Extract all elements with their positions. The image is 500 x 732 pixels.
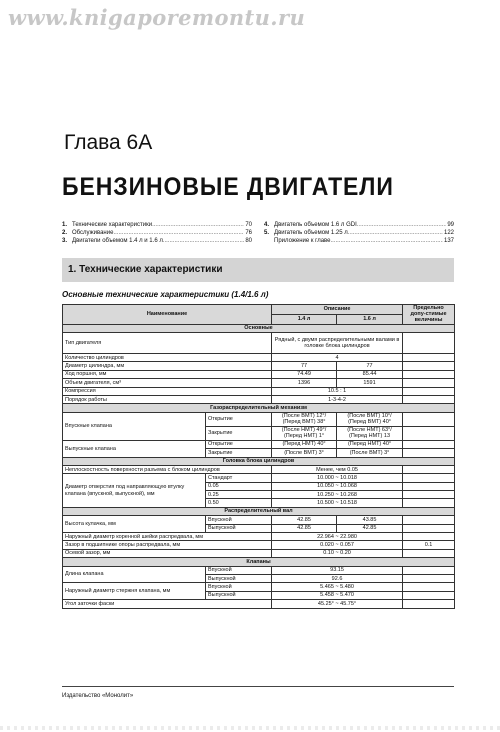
row-value: Рядный, с двумя распределительными валами в головке блока цилиндров	[272, 333, 403, 354]
toc-page: 70	[245, 222, 252, 228]
row-limit	[403, 524, 455, 532]
watermark: www.knigaporemontu.ru	[8, 5, 306, 30]
table-row	[63, 583, 455, 591]
row-limit	[403, 491, 455, 499]
row-sublabel: Стандарт	[206, 474, 272, 482]
row-value-1-4: (Перед НМТ) 40°	[272, 440, 337, 448]
row-label: Угол заточки фаски	[63, 600, 272, 608]
row-limit	[403, 379, 455, 387]
row-limit	[403, 600, 455, 608]
row-sublabel: Открытие	[206, 412, 272, 426]
row-limit	[403, 516, 455, 524]
row-limit	[403, 499, 455, 507]
table-row	[63, 379, 455, 387]
row-value: 93.15	[272, 566, 403, 574]
toc-text: Обслуживание	[72, 230, 114, 236]
row-value-1-6: (После НМТ) 63°/ (Перед НМТ) 13	[337, 426, 403, 440]
table-row	[63, 362, 455, 370]
row-limit	[403, 370, 455, 378]
row-label: Тип двигателя	[63, 333, 272, 354]
toc-page: 99	[447, 222, 454, 228]
row-value: 22.964 ~ 22.980	[272, 533, 403, 541]
row-value: 10.5 : 1	[272, 387, 403, 395]
row-sublabel: Выпускной	[206, 591, 272, 599]
footer-rule	[62, 686, 454, 687]
group-row	[63, 457, 455, 465]
row-limit	[403, 583, 455, 591]
row-value: 5.465 ~ 5.480	[272, 583, 403, 591]
page-title: БЕНЗИНОВЫЕ ДВИГАТЕЛИ	[62, 173, 394, 201]
toc-num: 5.	[264, 230, 270, 236]
header-1-4: 1.4 л	[272, 314, 337, 324]
table-row	[63, 549, 455, 557]
row-value-1-6: 77	[337, 362, 403, 370]
row-value: 4	[272, 354, 403, 362]
publisher-footer: Издательство «Монолит»	[62, 693, 134, 699]
row-sublabel: Выпускной	[206, 574, 272, 582]
toc-num: 4.	[264, 222, 270, 228]
group-title: Клапаны	[63, 558, 455, 566]
row-sublabel: Закрытие	[206, 449, 272, 457]
row-value-1-4: 42.85	[272, 524, 337, 532]
row-sublabel: Впускной	[206, 566, 272, 574]
toc-page: 76	[245, 230, 252, 236]
row-limit	[403, 474, 455, 482]
row-value: 92.6	[272, 574, 403, 582]
table-row	[63, 354, 455, 362]
toc-text: Технические характеристики	[72, 222, 153, 228]
table-row	[63, 533, 455, 541]
row-label: Неплоскостность поверхности разъема с блоком цилиндров	[63, 465, 272, 473]
toc-text: Приложение к главе	[274, 238, 331, 244]
row-value: 10.500 ~ 10.518	[272, 499, 403, 507]
group-row	[63, 324, 455, 332]
row-value: 10.000 ~ 10.018	[272, 474, 403, 482]
group-row	[63, 507, 455, 515]
row-label: Осевой зазор, мм	[63, 549, 272, 557]
row-limit	[403, 482, 455, 490]
row-value: 5.458 ~ 5.470	[272, 591, 403, 599]
spec-table	[62, 304, 455, 609]
group-title: Основные	[63, 324, 455, 332]
row-limit	[403, 426, 455, 440]
group-title: Распределительный вал	[63, 507, 455, 515]
header-limits: Предельно допу-стимые величины	[403, 305, 455, 325]
row-limit	[403, 549, 455, 557]
table-row	[63, 387, 455, 395]
row-value: 10.250 ~ 10.268	[272, 491, 403, 499]
table-row	[63, 412, 455, 426]
row-value: 45.25° ~ 45.75°	[272, 600, 403, 608]
section-header-bar	[62, 258, 454, 282]
table-row	[63, 474, 455, 482]
row-limit	[403, 440, 455, 448]
row-limit	[403, 533, 455, 541]
row-label: Порядок работы	[63, 395, 272, 403]
row-label: Впускные клапана	[63, 412, 206, 440]
row-value-1-4: 77	[272, 362, 337, 370]
scan-edge	[0, 726, 500, 730]
row-value-1-6: 85.44	[337, 370, 403, 378]
row-sublabel: Впускной	[206, 583, 272, 591]
row-label: Длина клапана	[63, 566, 206, 583]
row-sublabel: 0.25	[206, 491, 272, 499]
row-limit	[403, 574, 455, 582]
row-limit	[403, 387, 455, 395]
table-row	[63, 541, 455, 549]
chapter-heading: Глава 6А	[64, 131, 153, 154]
row-value-1-4: (После ВМТ) 3°	[272, 449, 337, 457]
toc-item[interactable]	[264, 221, 454, 229]
toc-num	[264, 237, 274, 245]
table-row	[63, 370, 455, 378]
row-value: 1-3-4-2	[272, 395, 403, 403]
toc-text: Двигатели объемом 1.4 л и 1.6 л	[72, 238, 163, 244]
section-title: 1. Технические характеристики	[68, 264, 223, 275]
table-header-row	[63, 305, 455, 315]
group-title: Газораспределительный механизм	[63, 404, 455, 412]
row-value-1-4: (После НМТ) 49°/ (Перед НМТ) 1°	[272, 426, 337, 440]
toc-num: 2.	[62, 230, 68, 236]
row-value: 10.050 ~ 10.068	[272, 482, 403, 490]
table-row	[63, 333, 455, 354]
row-label: Наружный диаметр коренной шейки распредвала, мм	[63, 533, 272, 541]
table-row	[63, 395, 455, 403]
row-label: Количество цилиндров	[63, 354, 272, 362]
toc-item[interactable]	[264, 229, 454, 237]
row-limit	[403, 591, 455, 599]
row-sublabel: 0.50	[206, 499, 272, 507]
table-row	[63, 600, 455, 608]
row-value-1-4: 42.85	[272, 516, 337, 524]
row-sublabel: Открытие	[206, 440, 272, 448]
row-sublabel: 0.05	[206, 482, 272, 490]
row-limit	[403, 566, 455, 574]
header-description: Описание	[272, 305, 403, 315]
row-value-1-6: 42.85	[337, 524, 403, 532]
row-label: Компрессия	[63, 387, 272, 395]
row-label: Высота кулачка, мм	[63, 516, 206, 533]
toc-num: 1.	[62, 222, 68, 228]
toc-item[interactable]	[62, 229, 252, 237]
toc-num: 3.	[62, 238, 68, 244]
row-sublabel: Впускной	[206, 516, 272, 524]
row-limit	[403, 354, 455, 362]
table-row	[63, 465, 455, 473]
row-value-1-4: 1396	[272, 379, 337, 387]
row-value: 0.020 ~ 0.057	[272, 541, 403, 549]
header-1-6: 1.6 л	[337, 314, 403, 324]
row-limit	[403, 412, 455, 426]
row-label: Ход поршня, мм	[63, 370, 272, 378]
row-value-1-6: (Перед НМТ) 40°	[337, 440, 403, 448]
row-label: Выпускные клапана	[63, 440, 206, 457]
toc-text: Двигатель объемом 1.25 л	[274, 230, 348, 236]
toc-left-column	[62, 221, 252, 245]
row-label: Наружный диаметр стержня клапана, мм	[63, 583, 206, 600]
row-limit	[403, 449, 455, 457]
toc-page: 137	[443, 238, 454, 244]
table-caption: Основные технические характеристики (1.4/1.6 л)	[62, 290, 269, 299]
row-value-1-6: (После ВМТ) 10°/ (Перед ВМТ) 40°	[337, 412, 403, 426]
row-limit	[403, 395, 455, 403]
table-row	[63, 440, 455, 448]
table-row	[63, 566, 455, 574]
row-limit	[403, 333, 455, 354]
toc-item[interactable]	[264, 237, 454, 245]
group-title: Головка блока цилиндров	[63, 457, 455, 465]
toc-text: Двигатель объемом 1.6 л GDI	[274, 222, 357, 228]
table-row	[63, 516, 455, 524]
group-row	[63, 558, 455, 566]
row-limit	[403, 362, 455, 370]
toc-page: 80	[245, 238, 252, 244]
row-value-1-6: 43.85	[337, 516, 403, 524]
toc-right-column	[264, 221, 454, 245]
row-sublabel: Выпускной	[206, 524, 272, 532]
row-value: 0.10 ~ 0.20	[272, 549, 403, 557]
row-label: Зазор в подшипнике опоры распредвала, мм	[63, 541, 272, 549]
row-label: Диаметр цилиндра, мм	[63, 362, 272, 370]
header-name: Наименование	[63, 305, 272, 325]
row-limit	[403, 465, 455, 473]
row-value-1-4: 74.49	[272, 370, 337, 378]
toc-item[interactable]	[62, 237, 252, 245]
row-value: Менее, чем 0.05	[272, 465, 403, 473]
row-label: Объем двигателя, см³	[63, 379, 272, 387]
toc-item[interactable]	[62, 221, 252, 229]
row-label: Диаметр отверстия под направляющую втулку клапана (впускной, выпускной), мм	[63, 474, 206, 508]
row-limit: 0.1	[403, 541, 455, 549]
toc-page: 122	[443, 230, 454, 236]
row-sublabel: Закрытие	[206, 426, 272, 440]
row-value-1-4: (После ВМТ) 12°/ (Перед ВМТ) 38°	[272, 412, 337, 426]
row-value-1-6: (После ВМТ) 3°	[337, 449, 403, 457]
table-of-contents	[62, 221, 454, 249]
group-row	[63, 404, 455, 412]
row-value-1-6: 1591	[337, 379, 403, 387]
